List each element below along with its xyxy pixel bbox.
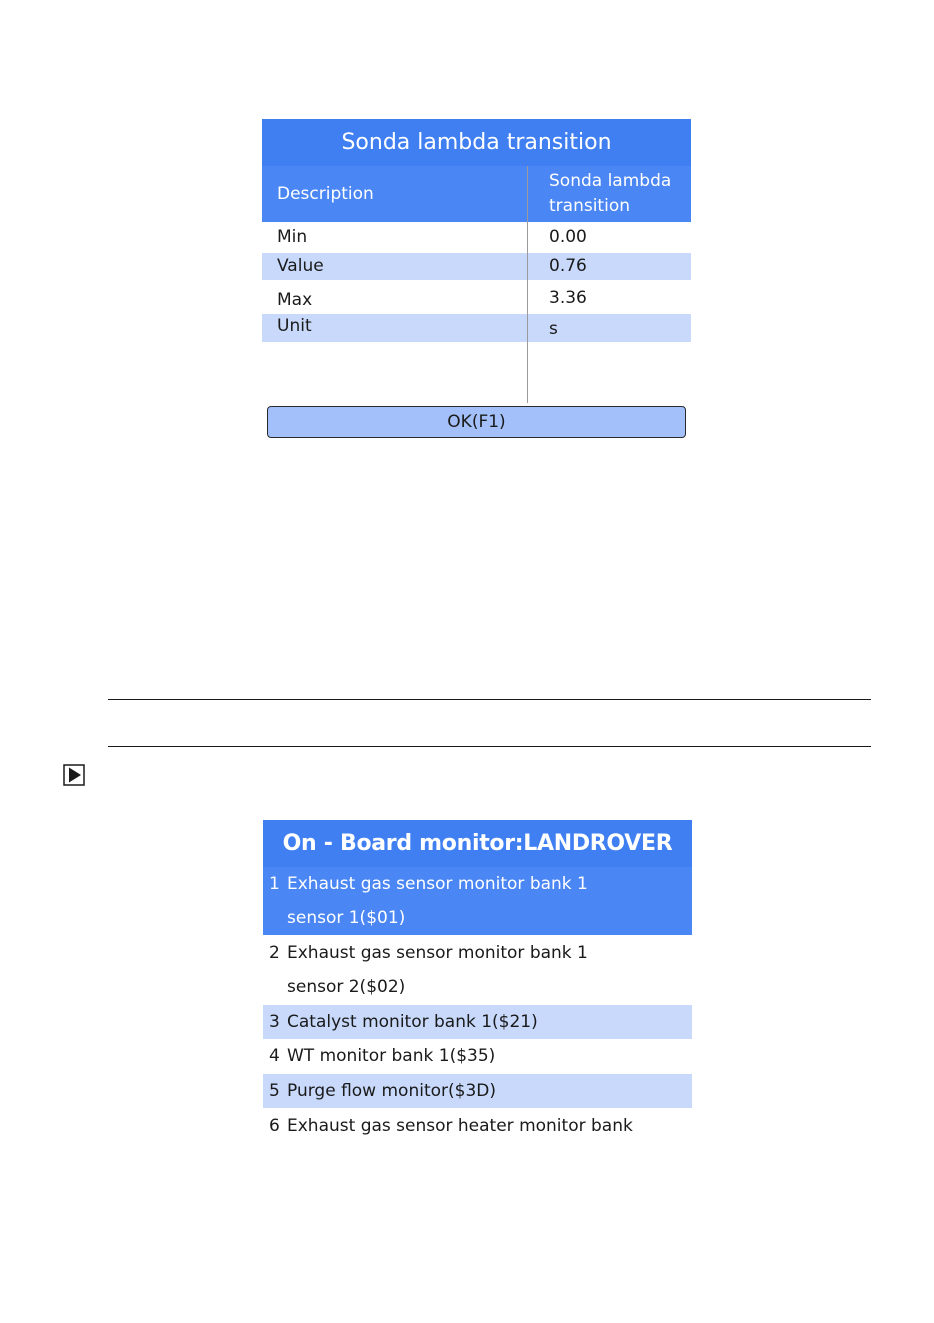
list-item[interactable]: [263, 1039, 692, 1073]
item-label-line2: sensor 2($02): [287, 977, 406, 997]
on-board-monitor-screen: [263, 820, 692, 1140]
row-label: Value: [277, 256, 324, 276]
item-label-line1: Exhaust gas sensor monitor bank 1: [287, 874, 588, 894]
list-item[interactable]: [263, 1005, 692, 1039]
column-header-description: Description: [277, 184, 374, 204]
row-value: s: [549, 319, 558, 339]
list-item[interactable]: [263, 1074, 692, 1108]
item-number: 2: [269, 943, 280, 963]
table-row-min: [262, 222, 691, 250]
play-icon: [63, 764, 85, 786]
item-number: 6: [269, 1116, 280, 1136]
row-value: 0.76: [549, 256, 587, 276]
item-label-line1: Exhaust gas sensor heater monitor bank: [287, 1116, 633, 1136]
row-label: Unit: [277, 316, 312, 336]
column-divider: [527, 166, 528, 403]
list-item[interactable]: [263, 1109, 692, 1143]
column-header-value: [549, 169, 689, 219]
list-item[interactable]: [263, 867, 692, 935]
screen-title: On - Board monitor:LANDROVER: [263, 820, 692, 867]
list-item[interactable]: [263, 936, 692, 1004]
item-label-line1: Exhaust gas sensor monitor bank 1: [287, 943, 588, 963]
item-number: 3: [269, 1012, 280, 1032]
note-top-rule: [108, 699, 871, 700]
note-bottom-rule: [108, 746, 871, 747]
item-number: 1: [269, 874, 280, 894]
screen-title: Sonda lambda transition: [262, 119, 691, 166]
item-number: 5: [269, 1081, 280, 1101]
table-header: [262, 166, 691, 222]
column-header-value-line2: transition: [549, 196, 630, 216]
table-row-unit: [262, 314, 691, 342]
item-label-line2: sensor 1($01): [287, 908, 406, 928]
column-header-value-line1: Sonda lambda: [549, 171, 672, 191]
table-row-max: [262, 283, 691, 313]
table-row-value: [262, 253, 691, 280]
item-number: 4: [269, 1046, 280, 1066]
ok-button[interactable]: OK(F1): [267, 406, 686, 438]
item-label-line1: WT monitor bank 1($35): [287, 1046, 496, 1066]
row-value: 3.36: [549, 288, 587, 308]
row-value: 0.00: [549, 227, 587, 247]
row-label: Max: [277, 290, 313, 310]
item-label-line1: Purge flow monitor($3D): [287, 1081, 496, 1101]
data-stream-screen: [262, 119, 691, 442]
item-label-line1: Catalyst monitor bank 1($21): [287, 1012, 538, 1032]
row-label: Min: [277, 227, 308, 247]
